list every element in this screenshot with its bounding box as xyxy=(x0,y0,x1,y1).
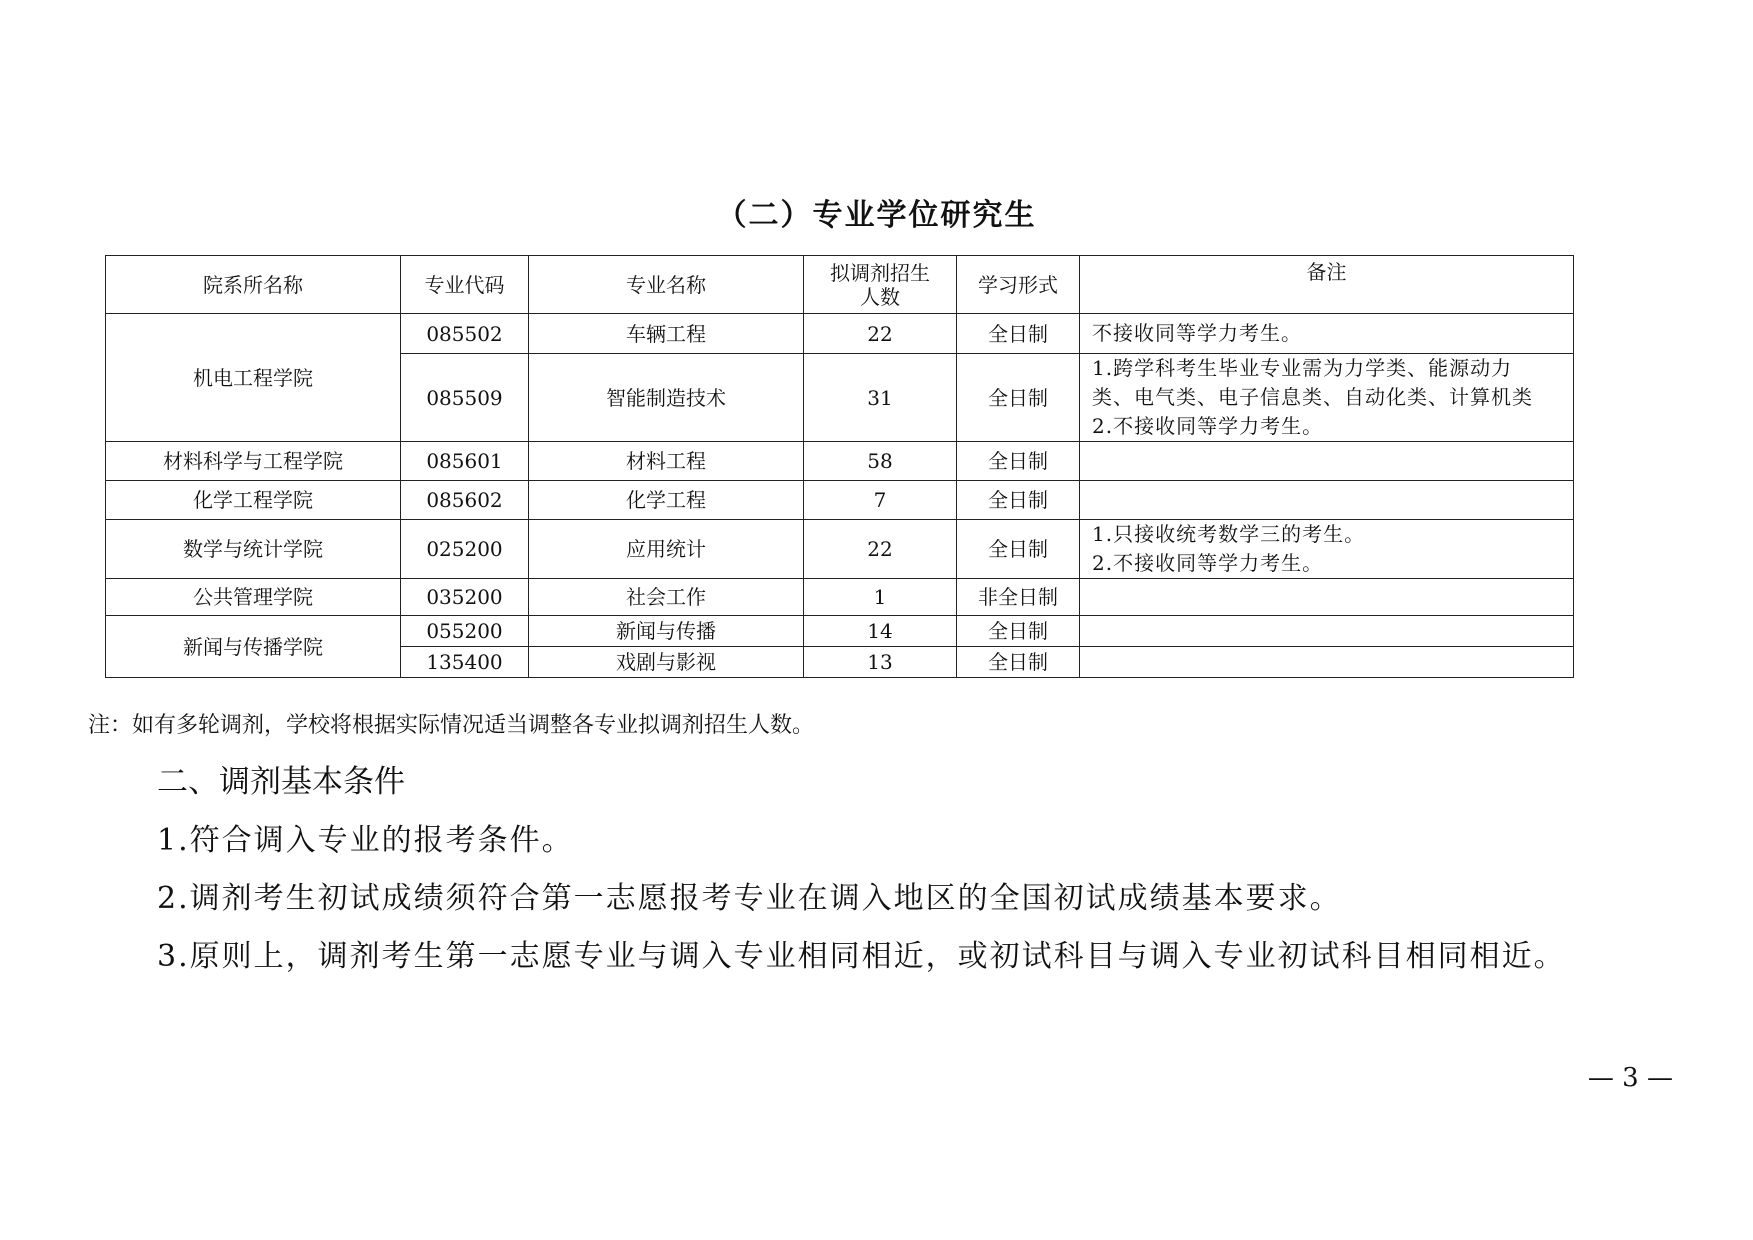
cell-remark xyxy=(1080,616,1574,647)
cell-dept: 机电工程学院 xyxy=(106,314,401,442)
cell-code: 025200 xyxy=(401,520,529,579)
remark-line: 1.跨学科考生毕业专业需为力学类、能源动力 xyxy=(1092,356,1513,380)
cell-dept: 材料科学与工程学院 xyxy=(106,442,401,481)
cell-mode: 非全日制 xyxy=(957,579,1080,616)
cell-mode: 全日制 xyxy=(957,314,1080,354)
cell-remark xyxy=(1080,647,1574,678)
cell-major: 智能制造技术 xyxy=(529,354,804,442)
header-code: 专业代码 xyxy=(401,256,529,314)
cell-major: 材料工程 xyxy=(529,442,804,481)
cell-mode: 全日制 xyxy=(957,616,1080,647)
table-title: （二）专业学位研究生 xyxy=(716,198,1037,233)
cell-quota: 58 xyxy=(804,442,957,481)
cell-dept: 化学工程学院 xyxy=(106,481,401,520)
cell-code: 055200 xyxy=(401,616,529,647)
cell-major: 戏剧与影视 xyxy=(529,647,804,678)
cell-major: 化学工程 xyxy=(529,481,804,520)
cell-code: 135400 xyxy=(401,647,529,678)
cell-code: 085509 xyxy=(401,354,529,442)
cell-quota: 1 xyxy=(804,579,957,616)
cell-quota: 31 xyxy=(804,354,957,442)
section-heading: 二、调剂基本条件 xyxy=(157,764,405,800)
header-quota-line1: 拟调剂招生 xyxy=(830,260,930,285)
cell-mode: 全日制 xyxy=(957,442,1080,481)
cell-remark xyxy=(1080,354,1574,442)
cell-quota: 13 xyxy=(804,647,957,678)
cell-dept: 数学与统计学院 xyxy=(106,520,401,579)
cell-major: 新闻与传播 xyxy=(529,616,804,647)
header-mode: 学习形式 xyxy=(957,256,1080,314)
table-row xyxy=(106,579,1574,616)
remark-line: 不接收同等学力考生。 xyxy=(1092,321,1302,345)
cell-quota: 7 xyxy=(804,481,957,520)
table-row xyxy=(106,616,1574,647)
header-dept: 院系所名称 xyxy=(106,256,401,314)
cell-major: 社会工作 xyxy=(529,579,804,616)
footnote: 注：如有多轮调剂，学校将根据实际情况适当调整各专业拟调剂招生人数。 xyxy=(88,713,815,738)
remark-line: 2.不接收同等学力考生。 xyxy=(1092,414,1324,438)
cell-code: 085602 xyxy=(401,481,529,520)
cell-mode: 全日制 xyxy=(957,354,1080,442)
cell-remark xyxy=(1080,579,1574,616)
cell-remark xyxy=(1080,442,1574,481)
cell-mode: 全日制 xyxy=(957,647,1080,678)
table-header-row xyxy=(106,256,1574,314)
cell-code: 085601 xyxy=(401,442,529,481)
cell-remark xyxy=(1080,520,1574,579)
cell-mode: 全日制 xyxy=(957,520,1080,579)
table-row xyxy=(106,442,1574,481)
header-quota xyxy=(804,256,957,314)
page-number: — 3 — xyxy=(1587,1063,1673,1093)
cell-major: 应用统计 xyxy=(529,520,804,579)
table-row xyxy=(106,520,1574,579)
header-remark: 备注 xyxy=(1080,256,1574,314)
cell-quota: 22 xyxy=(804,314,957,354)
cell-code: 085502 xyxy=(401,314,529,354)
header-quota-line2: 人数 xyxy=(860,284,900,309)
remark-line: 2.不接收同等学力考生。 xyxy=(1092,551,1324,575)
header-major: 专业名称 xyxy=(529,256,804,314)
cell-mode: 全日制 xyxy=(957,481,1080,520)
cell-remark xyxy=(1080,314,1574,354)
cell-code: 035200 xyxy=(401,579,529,616)
cell-remark xyxy=(1080,481,1574,520)
condition-item: 2.调剂考生初试成绩须符合第一志愿报考专业在调入地区的全国初试成绩基本要求。 xyxy=(157,881,1342,916)
remark-line: 1.只接收统考数学三的考生。 xyxy=(1092,522,1366,546)
table-row xyxy=(106,481,1574,520)
remark-line: 类、电气类、电子信息类、自动化类、计算机类 xyxy=(1092,385,1533,409)
cell-major: 车辆工程 xyxy=(529,314,804,354)
cell-dept: 公共管理学院 xyxy=(106,579,401,616)
table-row xyxy=(106,314,1574,354)
recruitment-table xyxy=(105,255,1574,678)
condition-item: 1.符合调入专业的报考条件。 xyxy=(157,823,574,858)
cell-quota: 14 xyxy=(804,616,957,647)
cell-dept: 新闻与传播学院 xyxy=(106,616,401,678)
condition-item: 3.原则上，调剂考生第一志愿专业与调入专业相同相近，或初试科目与调入专业初试科目相同相近。 xyxy=(157,939,1566,974)
cell-quota: 22 xyxy=(804,520,957,579)
